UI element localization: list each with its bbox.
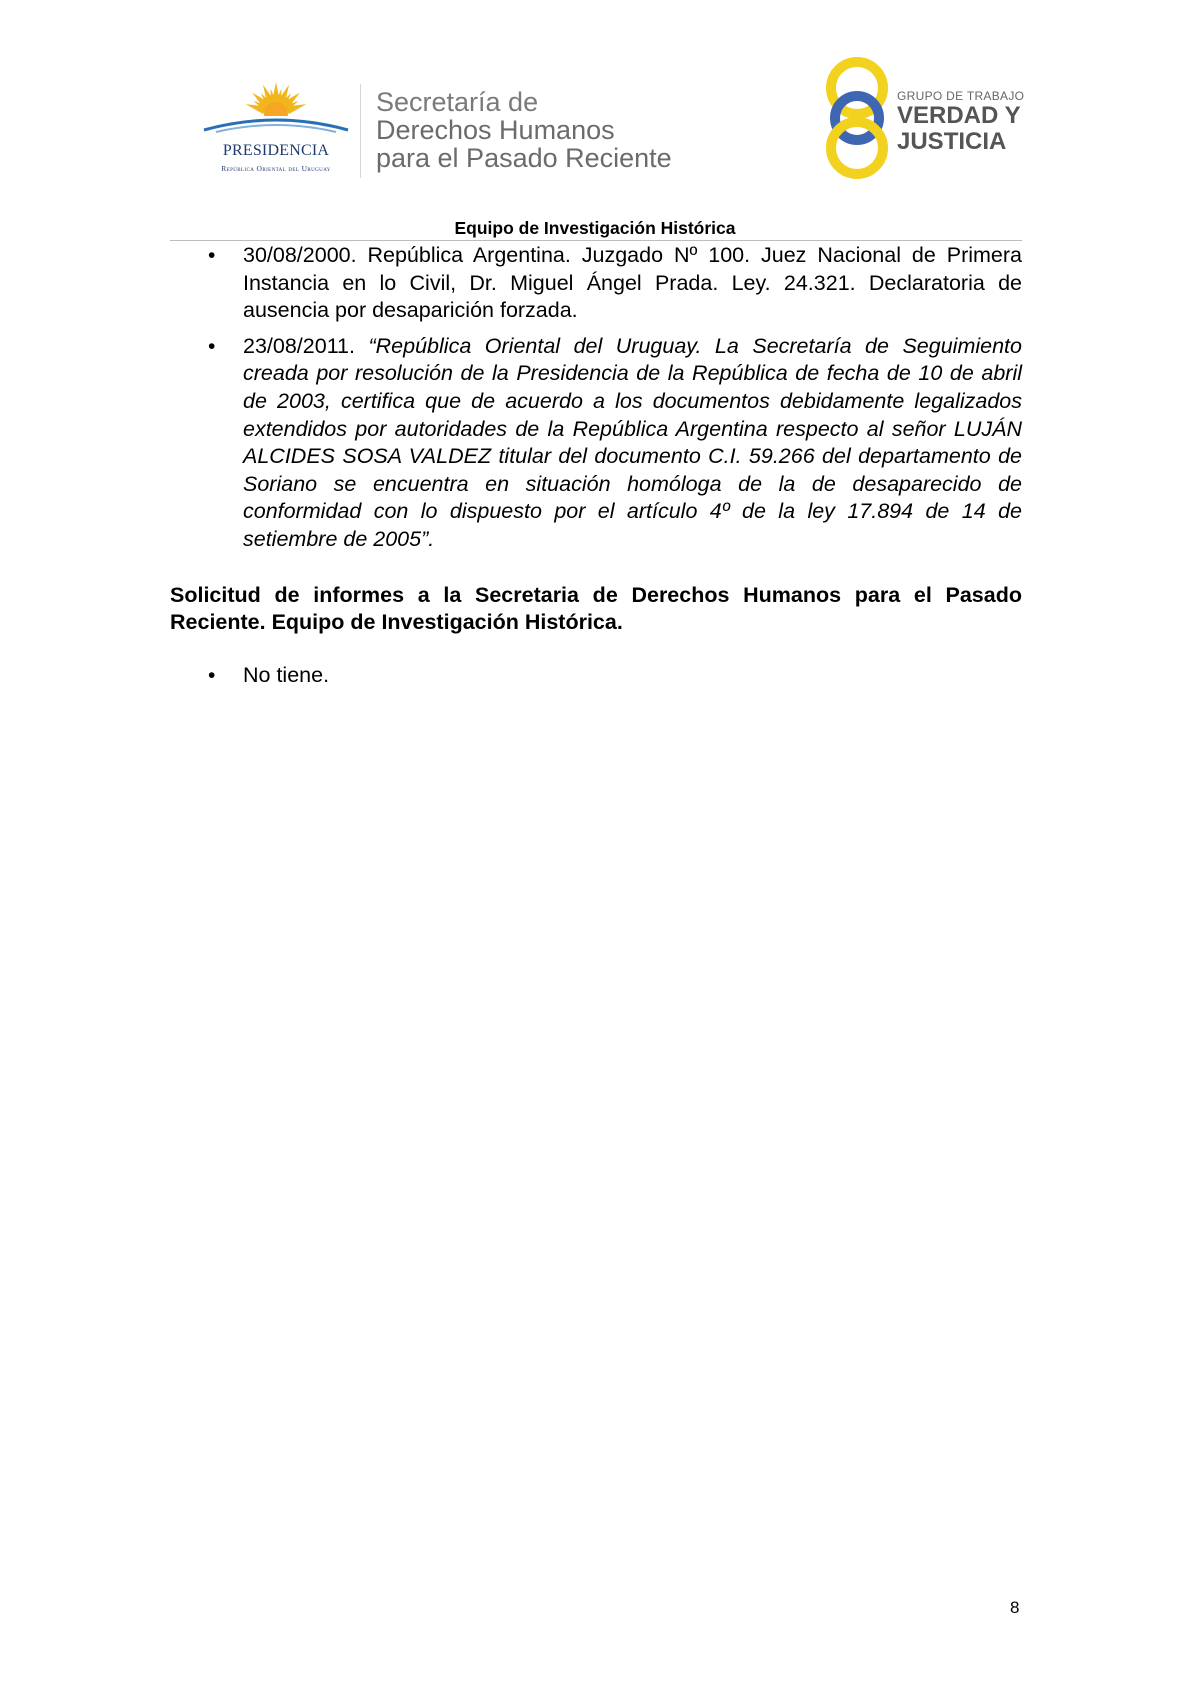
- list-item: [170, 662, 1022, 690]
- verdad-logo-line-3: JUSTICIA: [897, 128, 1007, 155]
- secretaria-line-2: Derechos Humanos: [376, 115, 615, 145]
- section-title: Solicitud de informes a la Secretaria de Derechos Humanos para el Pasado Reciente. Equipo de Investigación Histórica.: [170, 582, 1022, 635]
- list-item-quote: “República Oriental del Uruguay. La Secretaría de Seguimiento creada por resolución de la Presidencia de la República de fecha de 10 de abril de 2003, certifica que de acuerdo a los documentos debidamente legalizados extendidos por autoridades de la República Argentina respecto al señor LUJÁN ALCIDES SOSA VALDEZ titular del documento C.I. 59.266 del departamento de Soriano se encuentra en situación homóloga de la de desaparecido de conformidad con lo dispuesto por el artículo 4º de la ley 17.894 de 14 de setiembre de 2005”.: [243, 333, 1022, 551]
- list-item-text: 23/08/2011.: [243, 333, 369, 358]
- sun-of-may-icon: [196, 80, 356, 142]
- interlocking-rings-icon: [822, 56, 892, 180]
- list-item-text: No tiene.: [243, 662, 330, 687]
- verdad-logo-line-2: VERDAD Y: [897, 102, 1021, 129]
- page-number: 8: [1010, 1598, 1020, 1617]
- presidencia-logo: [196, 80, 356, 176]
- record-list: [170, 242, 1022, 554]
- bullet-icon: •: [208, 244, 216, 267]
- header-title: Equipo de Investigación Histórica: [454, 218, 736, 238]
- secretaria-line-3: para el Pasado Reciente: [376, 143, 672, 173]
- section-list: [170, 662, 1022, 690]
- header-rule: [170, 240, 1022, 241]
- logo-divider: [360, 84, 361, 178]
- presidencia-name: PRESIDENCIA: [222, 142, 330, 159]
- bullet-icon: •: [208, 663, 216, 687]
- list-item: [170, 333, 1022, 554]
- verdad-logo-line-1: GRUPO DE TRABAJO: [897, 89, 1025, 103]
- bullet-icon: •: [208, 334, 216, 358]
- secretaria-logo-text: [376, 88, 672, 172]
- verdad-justicia-logo: [822, 56, 1032, 180]
- list-item: [170, 242, 1022, 325]
- presidencia-subtitle: República Oriental del Uruguay: [221, 164, 331, 173]
- list-item-text: 30/08/2000. República Argentina. Juzgado Nº 100. Juez Nacional de Primera Instancia en lo Civil, Dr. Miguel Ángel Prada. Ley. 24.321. Declaratoria de ausencia por desaparición forzada.: [243, 243, 1022, 323]
- document-body: [170, 242, 1022, 697]
- secretaria-line-1: Secretaría de: [376, 87, 539, 117]
